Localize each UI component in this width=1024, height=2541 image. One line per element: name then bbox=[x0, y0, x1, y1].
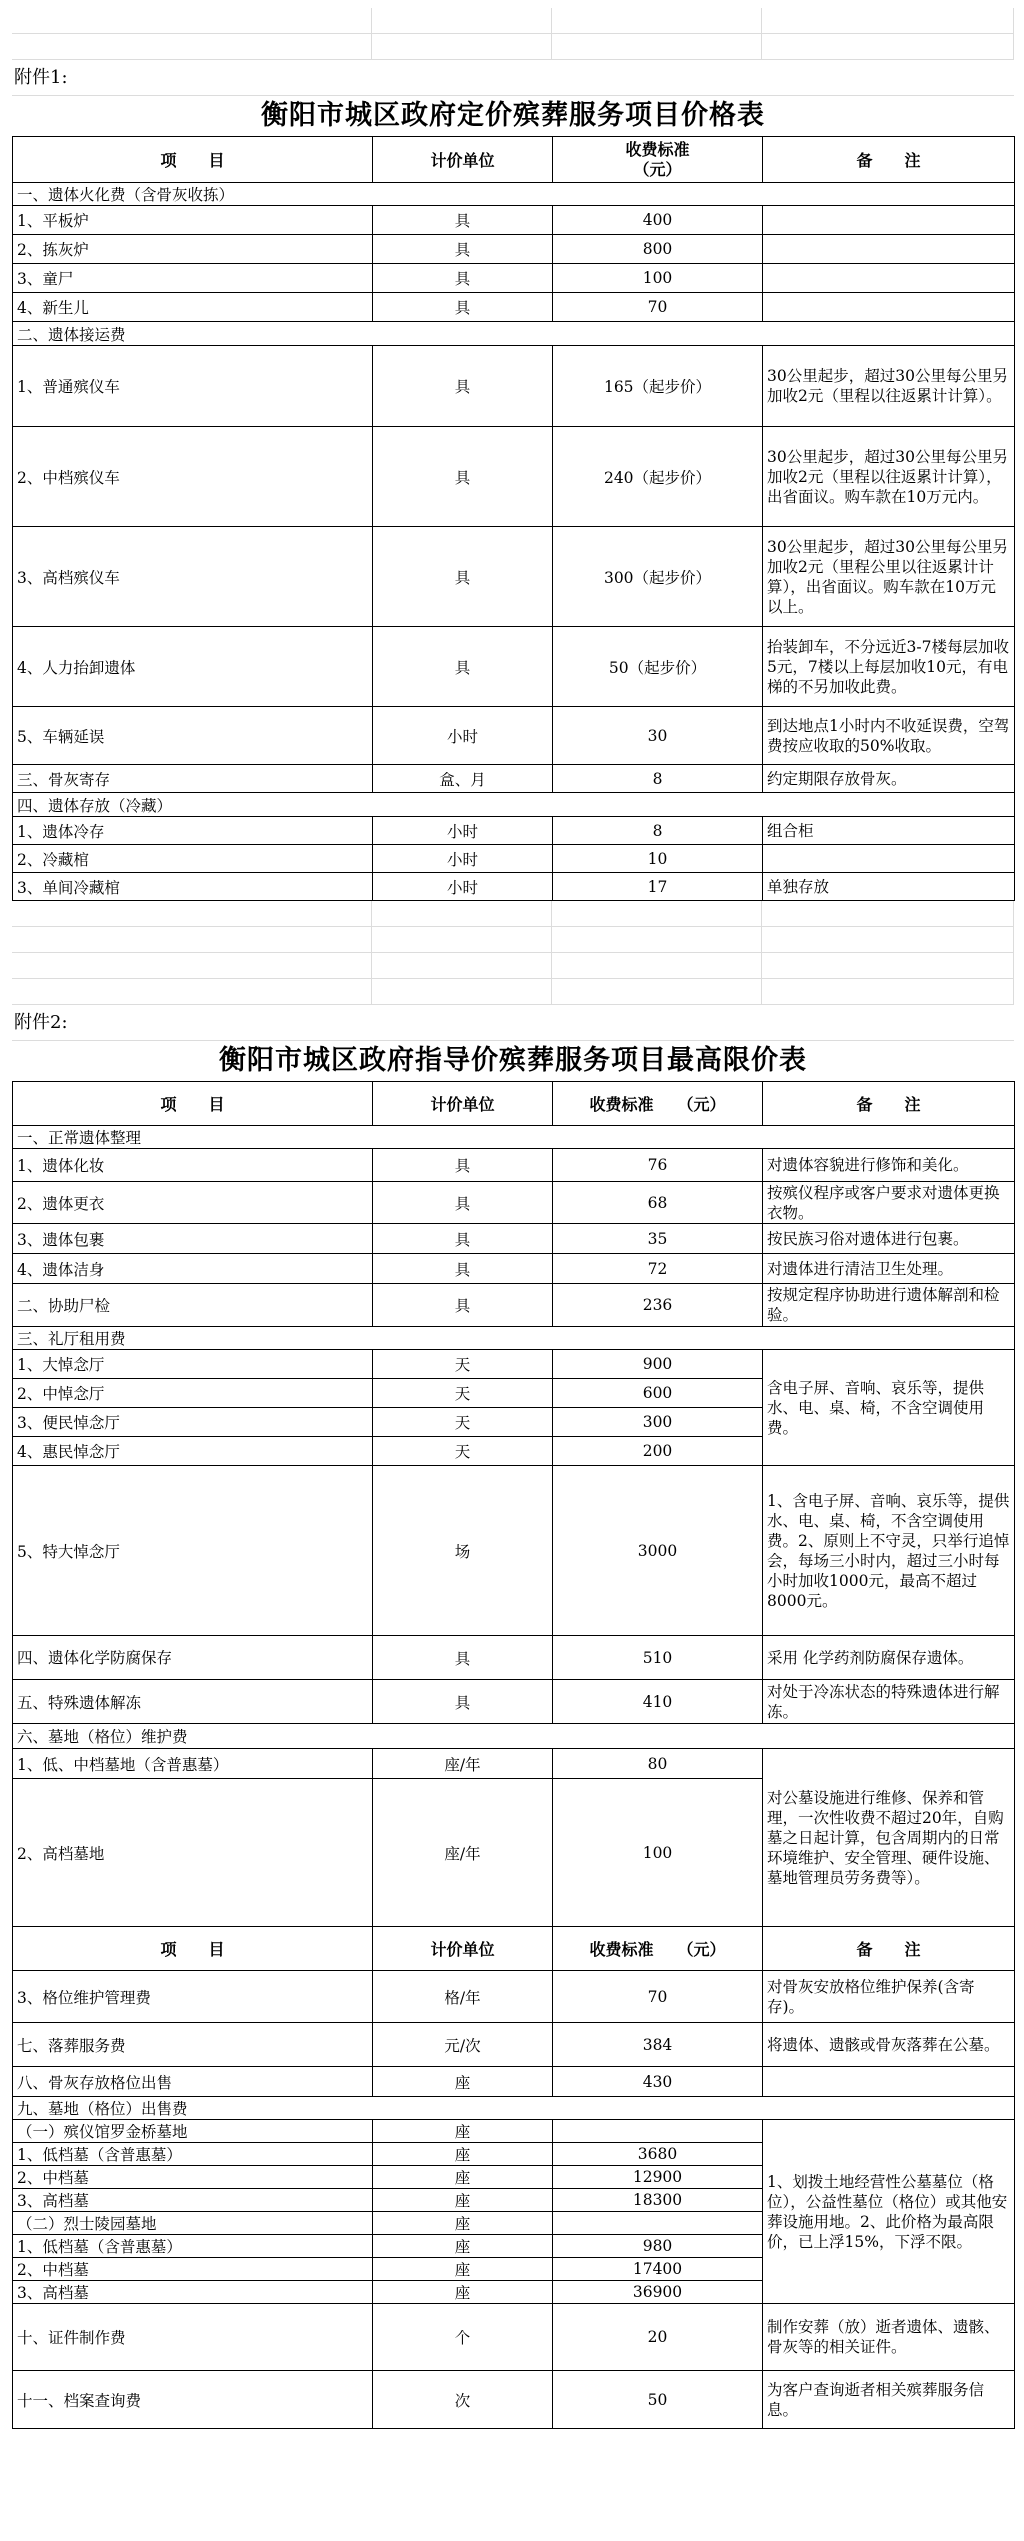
item-cell: 2、中档殡仪车 bbox=[13, 427, 373, 527]
item-cell: 3、单间冷藏棺 bbox=[13, 873, 373, 901]
merged-note-sales: 1、划拨土地经营性公墓墓位（格位），公益性墓位（格位）或其他安葬设施用地。2、此价格为最高限价，已上浮15%，下浮不限。 bbox=[763, 2120, 1015, 2304]
price-cell: 980 bbox=[553, 2235, 763, 2258]
table-row bbox=[13, 1466, 1015, 1636]
unit-cell: 具 bbox=[373, 1636, 553, 1680]
unit-cell: 小时 bbox=[373, 873, 553, 901]
unit-cell: 具 bbox=[373, 527, 553, 627]
table-row bbox=[13, 346, 1015, 427]
item-cell bbox=[763, 2067, 1015, 2097]
price-cell: 384 bbox=[553, 2023, 763, 2067]
note-cell: 30公里起步，超过30公里每公里另加收2元（里程以往返累计计算）。 bbox=[763, 346, 1015, 427]
item-cell: 2、高档墓地 bbox=[13, 1779, 373, 1927]
unit-cell: 座 bbox=[373, 2067, 553, 2097]
price-cell: 100 bbox=[553, 1779, 763, 1927]
note-cell: 为客户查询逝者相关殡葬服务信息。 bbox=[763, 2371, 1015, 2429]
item-cell: 4、遗体洁身 bbox=[13, 1254, 373, 1284]
header-price: 收费标准 （元） bbox=[553, 137, 763, 183]
header-cell: 备 注 bbox=[763, 1927, 1015, 1971]
note-cell: 组合柜 bbox=[763, 817, 1015, 845]
item-cell: 六、墓地（格位）维护费 bbox=[13, 1724, 1015, 1749]
price-cell: 70 bbox=[553, 1971, 763, 2023]
unit-cell: 座 bbox=[373, 2189, 553, 2212]
price-cell: 410 bbox=[553, 1680, 763, 1724]
price-cell: 17400 bbox=[553, 2258, 763, 2281]
table-row bbox=[13, 427, 1015, 527]
price-cell: 600 bbox=[553, 1379, 763, 1408]
price-cell: 12900 bbox=[553, 2166, 763, 2189]
item-cell: 3、高档墓 bbox=[13, 2281, 373, 2304]
unit-cell: 格/年 bbox=[373, 1971, 553, 2023]
item-cell: 1、低档墓（含普惠墓） bbox=[13, 2143, 373, 2166]
table-row bbox=[13, 264, 1015, 293]
item-cell: 八、骨灰存放格位出售 bbox=[13, 2067, 373, 2097]
note-cell: 按规定程序协助进行遗体解剖和检验。 bbox=[763, 1284, 1015, 1327]
item-cell: 二、遗体接运费 bbox=[13, 322, 1015, 346]
price-cell: 20 bbox=[553, 2304, 763, 2371]
price-cell: 18300 bbox=[553, 2189, 763, 2212]
section-row bbox=[13, 1126, 1015, 1149]
table-row bbox=[13, 2067, 1015, 2097]
unit-cell: 具 bbox=[373, 427, 553, 527]
unit-cell: 场 bbox=[373, 1466, 553, 1636]
price-cell: 236 bbox=[553, 1284, 763, 1327]
item-cell: 3、童尸 bbox=[13, 264, 373, 293]
item-cell: 1、遗体冷存 bbox=[13, 817, 373, 845]
item-cell: 2、中悼念厅 bbox=[13, 1379, 373, 1408]
price-cell: 510 bbox=[553, 1636, 763, 1680]
unit-cell: 小时 bbox=[373, 817, 553, 845]
table-row bbox=[13, 1284, 1015, 1327]
header-cell: 项 目 bbox=[13, 1927, 373, 1971]
unit-cell: 具 bbox=[373, 264, 553, 293]
price-cell: 30 bbox=[553, 707, 763, 765]
item-cell: 4、新生儿 bbox=[13, 293, 373, 322]
price-cell: 80 bbox=[553, 1749, 763, 1779]
unit-cell: 盒、月 bbox=[373, 765, 553, 793]
note-cell: 按民族习俗对遗体进行包裹。 bbox=[763, 1224, 1015, 1254]
item-cell: 十一、档案查询费 bbox=[13, 2371, 373, 2429]
price-cell: 3680 bbox=[553, 2143, 763, 2166]
note-cell: 30公里起步，超过30公里每公里另加收2元（里程公里以往返累计计算），出省面议。购车款在10万元以上。 bbox=[763, 527, 1015, 627]
item-cell: 1、普通殡仪车 bbox=[13, 346, 373, 427]
item-cell: 1、平板炉 bbox=[13, 206, 373, 235]
price-cell: 300 bbox=[553, 1408, 763, 1437]
price-cell: 3000 bbox=[553, 1466, 763, 1636]
unit-cell: 天 bbox=[373, 1408, 553, 1437]
unit-cell: 具 bbox=[373, 1224, 553, 1254]
table-row bbox=[13, 527, 1015, 627]
unit-cell: 小时 bbox=[373, 707, 553, 765]
header-note: 备 注 bbox=[763, 137, 1015, 183]
item-cell: 四、遗体存放（冷藏） bbox=[13, 793, 1015, 817]
note-cell: 对遗体进行清洁卫生处理。 bbox=[763, 1254, 1015, 1284]
unit-cell: 座 bbox=[373, 2143, 553, 2166]
table-row bbox=[13, 707, 1015, 765]
item-cell: 2、拣灰炉 bbox=[13, 235, 373, 264]
note-cell: 1、含电子屏、音响、哀乐等，提供水、电、桌、椅，不含空调使用费。2、原则上不守灵，只举行追悼会，每场三小时内，超过三小时每小时加收1000元，最高不超过8000元。 bbox=[763, 1466, 1015, 1636]
section-row bbox=[13, 2097, 1015, 2120]
item-cell: 5、特大悼念厅 bbox=[13, 1466, 373, 1636]
price-cell: 68 bbox=[553, 1182, 763, 1224]
item-cell: 2、遗体更衣 bbox=[13, 1182, 373, 1224]
item-cell: 4、惠民悼念厅 bbox=[13, 1437, 373, 1466]
table-header bbox=[13, 137, 1015, 183]
empty-grid-top bbox=[12, 8, 1014, 60]
item-cell: 3、便民悼念厅 bbox=[13, 1408, 373, 1437]
table-row bbox=[13, 1971, 1015, 2023]
note-cell: 抬装卸车，不分远近3-7楼每层加收5元，7楼以上每层加收10元，有电梯的不另加收此费。 bbox=[763, 627, 1015, 707]
merged-note-tombs: 对公墓设施进行维修、保养和管理，一次性收费不超过20年，自购墓之日起计算，包含周期内的日常环境维护、安全管理、硬件设施、墓地管理员劳务费等）。 bbox=[763, 1749, 1015, 1927]
table-row bbox=[13, 1149, 1015, 1182]
attachment-2-label: 附件2: bbox=[12, 1005, 1014, 1041]
table-row bbox=[13, 1680, 1015, 1724]
unit-cell: 座 bbox=[373, 2120, 553, 2143]
item-cell: 五、特殊遗体解冻 bbox=[13, 1680, 373, 1724]
header-price: 收费标准 （元） bbox=[553, 1082, 763, 1126]
unit-cell: 元/次 bbox=[373, 2023, 553, 2067]
unit-cell: 座 bbox=[373, 2166, 553, 2189]
unit-cell: 具 bbox=[373, 1254, 553, 1284]
table-row bbox=[13, 627, 1015, 707]
note-cell bbox=[763, 845, 1015, 873]
price-cell: 8 bbox=[553, 765, 763, 793]
empty-grid-middle bbox=[12, 901, 1014, 1005]
table-header bbox=[13, 1082, 1015, 1126]
item-cell: 三、礼厅租用费 bbox=[13, 1327, 1015, 1350]
section-row bbox=[13, 183, 1015, 206]
attachment-1-title: 衡阳市城区政府定价殡葬服务项目价格表 bbox=[261, 100, 765, 131]
note-cell: 30公里起步，超过30公里每公里另加收2元（里程以往返累计计算），出省面议。购车款在10万元内。 bbox=[763, 427, 1015, 527]
price-cell: 200 bbox=[553, 1437, 763, 1466]
item-cell: 4、人力抬卸遗体 bbox=[13, 627, 373, 707]
table-row bbox=[13, 2371, 1015, 2429]
note-cell: 制作安葬（放）逝者遗体、遗骸、骨灰等的相关证件。 bbox=[763, 2304, 1015, 2371]
unit-cell: 具 bbox=[373, 235, 553, 264]
unit-cell: 具 bbox=[373, 1182, 553, 1224]
section-row bbox=[13, 1327, 1015, 1350]
item-cell: 七、落葬服务费 bbox=[13, 2023, 373, 2067]
item-cell: 5、车辆延误 bbox=[13, 707, 373, 765]
table-row bbox=[13, 765, 1015, 793]
price-cell: 10 bbox=[553, 845, 763, 873]
unit-cell: 具 bbox=[373, 1284, 553, 1327]
price-cell: 800 bbox=[553, 235, 763, 264]
price-cell: 240（起步价） bbox=[553, 427, 763, 527]
note-cell: 对遗体容貌进行修饰和美化。 bbox=[763, 1149, 1015, 1182]
header-cell: 收费标准 （元） bbox=[553, 1927, 763, 1971]
table-row bbox=[13, 2304, 1015, 2371]
table-row bbox=[13, 206, 1015, 235]
price-cell: 17 bbox=[553, 873, 763, 901]
item-cell: 3、高档墓 bbox=[13, 2189, 373, 2212]
price-cell: 50 bbox=[553, 2371, 763, 2429]
price-cell: 76 bbox=[553, 1149, 763, 1182]
table-row bbox=[13, 1636, 1015, 1680]
item-cell: （一）殡仪馆罗金桥墓地 bbox=[13, 2120, 373, 2143]
item-cell: 2、中档墓 bbox=[13, 2258, 373, 2281]
unit-cell: 座/年 bbox=[373, 1749, 553, 1779]
table-row bbox=[13, 1749, 1015, 1779]
table-row bbox=[13, 817, 1015, 845]
section-row bbox=[13, 793, 1015, 817]
table-row bbox=[13, 1254, 1015, 1284]
unit-cell: 座 bbox=[373, 2235, 553, 2258]
table-row bbox=[13, 293, 1015, 322]
table-row bbox=[13, 2023, 1015, 2067]
header-note: 备 注 bbox=[763, 1082, 1015, 1126]
unit-cell: 次 bbox=[373, 2371, 553, 2429]
note-cell: 到达地点1小时内不收延误费，空驾费按应收取的50%收取。 bbox=[763, 707, 1015, 765]
spreadsheet bbox=[12, 8, 1014, 2429]
item-cell: 一、遗体火化费（含骨灰收拣） bbox=[13, 183, 1015, 206]
unit-cell: 具 bbox=[373, 1680, 553, 1724]
item-cell: 三、骨灰寄存 bbox=[13, 765, 373, 793]
price-cell: 35 bbox=[553, 1224, 763, 1254]
item-cell: 3、遗体包裹 bbox=[13, 1224, 373, 1254]
item-cell: 2、中档墓 bbox=[13, 2166, 373, 2189]
price-cell: 400 bbox=[553, 206, 763, 235]
item-cell: （二）烈士陵园墓地 bbox=[13, 2212, 373, 2235]
unit-cell: 天 bbox=[373, 1350, 553, 1379]
note-cell: 约定期限存放骨灰。 bbox=[763, 765, 1015, 793]
item-cell: 1、低档墓（含普惠墓） bbox=[13, 2235, 373, 2258]
table-row bbox=[13, 235, 1015, 264]
price-cell: 72 bbox=[553, 1254, 763, 1284]
note-cell: 单独存放 bbox=[763, 873, 1015, 901]
header-item: 项 目 bbox=[13, 1082, 373, 1126]
merged-note-halls: 含电子屏、音响、哀乐等，提供水、电、桌、椅，不含空调使用费。 bbox=[763, 1350, 1015, 1466]
item-cell: 十、证件制作费 bbox=[13, 2304, 373, 2371]
note-cell: 对处于冷冻状态的特殊遗体进行解冻。 bbox=[763, 1680, 1015, 1724]
unit-cell: 具 bbox=[373, 1149, 553, 1182]
section-row bbox=[13, 1724, 1015, 1749]
item-cell bbox=[763, 206, 1015, 235]
unit-cell: 具 bbox=[373, 627, 553, 707]
item-cell: 九、墓地（格位）出售费 bbox=[13, 2097, 1015, 2120]
note-cell: 对骨灰安放格位维护保养(含寄存)。 bbox=[763, 1971, 1015, 2023]
unit-cell: 座/年 bbox=[373, 1779, 553, 1927]
price-cell: 430 bbox=[553, 2067, 763, 2097]
unit-cell: 天 bbox=[373, 1437, 553, 1466]
item-cell: 四、遗体化学防腐保存 bbox=[13, 1636, 373, 1680]
item-cell: 二、协助尸检 bbox=[13, 1284, 373, 1327]
price-cell: 300（起步价） bbox=[553, 527, 763, 627]
unit-cell: 小时 bbox=[373, 845, 553, 873]
item-cell: 1、遗体化妆 bbox=[13, 1149, 373, 1182]
note-cell: 将遗体、遗骸或骨灰落葬在公墓。 bbox=[763, 2023, 1015, 2067]
table-header-repeat bbox=[13, 1927, 1015, 1971]
unit-cell: 个 bbox=[373, 2304, 553, 2371]
table-row bbox=[13, 2120, 1015, 2143]
note-cell: 按殡仪程序或客户要求对遗体更换衣物。 bbox=[763, 1182, 1015, 1224]
price-cell: 70 bbox=[553, 293, 763, 322]
header-unit: 计价单位 bbox=[373, 1082, 553, 1126]
price-cell: 50（起步价） bbox=[553, 627, 763, 707]
price-cell: 900 bbox=[553, 1350, 763, 1379]
header-unit: 计价单位 bbox=[373, 137, 553, 183]
attachment-1-label: 附件1: bbox=[12, 60, 1014, 96]
table-row bbox=[13, 1224, 1015, 1254]
price-cell: 165（起步价） bbox=[553, 346, 763, 427]
item-cell: 1、大悼念厅 bbox=[13, 1350, 373, 1379]
note-cell: 采用 化学药剂防腐保存遗体。 bbox=[763, 1636, 1015, 1680]
item-cell: 1、低、中档墓地（含普惠墓） bbox=[13, 1749, 373, 1779]
item-cell bbox=[763, 235, 1015, 264]
table-row bbox=[13, 1350, 1015, 1379]
unit-cell: 座 bbox=[373, 2258, 553, 2281]
price-cell: 100 bbox=[553, 264, 763, 293]
unit-cell: 具 bbox=[373, 293, 553, 322]
unit-cell: 座 bbox=[373, 2212, 553, 2235]
attachment-2-title: 衡阳市城区政府指导价殡葬服务项目最高限价表 bbox=[219, 1045, 807, 1076]
item-cell: 3、高档殡仪车 bbox=[13, 527, 373, 627]
unit-cell: 具 bbox=[373, 346, 553, 427]
item-cell bbox=[763, 264, 1015, 293]
unit-cell: 天 bbox=[373, 1379, 553, 1408]
item-cell: 2、冷藏棺 bbox=[13, 845, 373, 873]
attachment-2-table bbox=[12, 1081, 1015, 2429]
item-cell: 一、正常遗体整理 bbox=[13, 1126, 1015, 1149]
header-item: 项 目 bbox=[13, 137, 373, 183]
table-row bbox=[13, 845, 1015, 873]
item-cell bbox=[763, 293, 1015, 322]
unit-cell: 座 bbox=[373, 2281, 553, 2304]
table-row bbox=[13, 873, 1015, 901]
price-cell bbox=[553, 2212, 763, 2235]
header-cell: 计价单位 bbox=[373, 1927, 553, 1971]
price-cell bbox=[553, 2120, 763, 2143]
attachment-1-table bbox=[12, 136, 1015, 901]
section-row bbox=[13, 322, 1015, 346]
table-row bbox=[13, 1182, 1015, 1224]
price-cell: 8 bbox=[553, 817, 763, 845]
item-cell: 3、格位维护管理费 bbox=[13, 1971, 373, 2023]
price-cell: 36900 bbox=[553, 2281, 763, 2304]
unit-cell: 具 bbox=[373, 206, 553, 235]
